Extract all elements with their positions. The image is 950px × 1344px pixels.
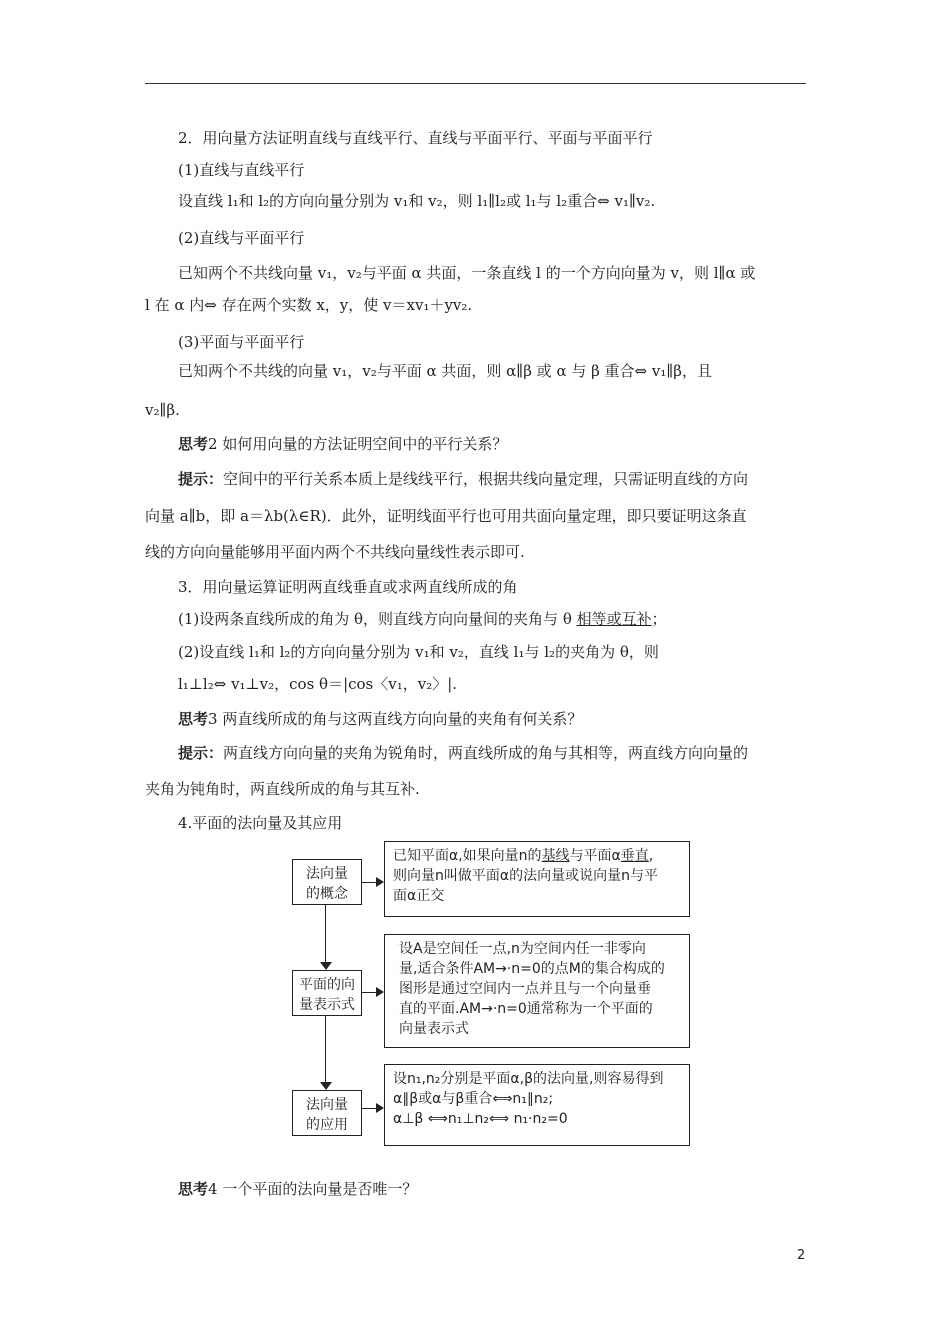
think-text: 2 如何用向量的方法证明空间中的平行关系？ bbox=[208, 435, 508, 453]
text: 与平面α bbox=[569, 848, 621, 864]
section-heading-3: 3．用向量运算证明两直线垂直或求两直线所成的角 bbox=[178, 578, 518, 596]
paragraph: l 在 α 内⇔ 存在两个实数 x，y，使 v＝xv₁＋yv₂. bbox=[145, 296, 473, 314]
arrow-right-icon bbox=[376, 1103, 384, 1113]
paragraph: 夹角为钝角时，两直线所成的角与其互补. bbox=[145, 780, 420, 798]
paragraph: 已知两个不共线向量 v₁，v₂与平面 α 共面，一条直线 l 的一个方向向量为 v，则 l∥α 或 bbox=[178, 264, 756, 282]
diagram-box-concept-detail bbox=[384, 841, 690, 917]
think-question-2 bbox=[178, 433, 507, 455]
box-text: 向量表示式 bbox=[399, 1021, 469, 1037]
hint-text: 两直线方向向量的夹角为锐角时，两直线所成的角与其相等，两直线方向向量的 bbox=[223, 744, 749, 762]
text: , bbox=[648, 848, 654, 864]
paragraph: 设直线 l₁和 l₂的方向向量分别为 v₁和 v₂，则 l₁∥l₂或 l₁与 l₂重合⇔ v₁∥v₂. bbox=[178, 192, 656, 210]
box-text: α∥β或α与β重合⟺n₁∥n₂; bbox=[393, 1091, 554, 1107]
hint-text: 空间中的平行关系本质上是线线平行，根据共线向量定理，只需证明直线的方向 bbox=[223, 470, 749, 488]
underlined-text: 垂直 bbox=[620, 848, 649, 864]
box-label: 法向量 bbox=[306, 1097, 348, 1113]
think-question-4 bbox=[178, 1178, 417, 1200]
paragraph: 线的方向向量能够用平面内两个不共线向量线性表示即可. bbox=[145, 543, 525, 561]
paragraph: 向量 a∥b，即 a＝λb(λ∈R)．此外，证明线面平行也可用共面向量定理，即只要证明这条直 bbox=[145, 507, 747, 525]
section-heading-2: 2．用向量方法证明直线与直线平行、直线与平面平行、平面与平面平行 bbox=[178, 129, 653, 147]
arrow-right-icon bbox=[376, 987, 384, 997]
hint-paragraph bbox=[178, 468, 748, 490]
diagram-box-normal-vector-concept bbox=[292, 859, 362, 905]
box-label: 平面的向 bbox=[299, 977, 355, 993]
box-label: 法向量 bbox=[306, 866, 348, 882]
box-label: 的概念 bbox=[306, 886, 348, 902]
underlined-text: 基线 bbox=[541, 848, 570, 864]
hint-label: 提示： bbox=[178, 470, 224, 488]
paragraph: (2)设直线 l₁和 l₂的方向向量分别为 v₁和 v₂，直线 l₁与 l₂的夹角为 θ，则 bbox=[178, 643, 659, 661]
text: (1)设两条直线所成的角为 θ，则直线方向向量间的夹角与 θ bbox=[178, 610, 577, 628]
connector-line bbox=[362, 882, 376, 883]
diagram-box-expression-detail bbox=[384, 934, 690, 1048]
connector-line bbox=[362, 1108, 376, 1109]
think-text: 3 两直线所成的角与这两直线方向向量的夹角有何关系？ bbox=[208, 710, 583, 728]
box-text: 直的平面.AM→·n=0通常称为一个平面的 bbox=[399, 1001, 653, 1017]
section-heading-4: 4.平面的法向量及其应用 bbox=[178, 814, 343, 832]
think-text: 4 一个平面的法向量是否唯一？ bbox=[208, 1180, 418, 1198]
box-label: 量表示式 bbox=[299, 997, 355, 1013]
subheading-plane-plane: (3)平面与平面平行 bbox=[178, 333, 305, 351]
box-text: 设A是空间任一点,n为空间内任一非零向 bbox=[399, 941, 646, 957]
text: ； bbox=[651, 610, 667, 628]
diagram-box-normal-vector-application bbox=[292, 1090, 362, 1136]
header-rule bbox=[145, 83, 806, 84]
hint-label: 提示： bbox=[178, 744, 224, 762]
box-label: 的应用 bbox=[306, 1117, 348, 1133]
think-label: 思考 bbox=[178, 710, 209, 728]
box-text: 面α正交 bbox=[393, 888, 445, 904]
paragraph: 已知两个不共线的向量 v₁，v₂与平面 α 共面，则 α∥β 或 α 与 β 重合⇔ v₁∥β，且 bbox=[178, 362, 712, 380]
paragraph: l₁⊥l₂⇔ v₁⊥v₂，cos θ＝|cos〈v₁，v₂〉|. bbox=[178, 675, 458, 693]
box-text: 图形是通过空间内一点并且与一个向量垂 bbox=[399, 981, 651, 997]
box-text: 设n₁,n₂分别是平面α,β的法向量,则容易得到 bbox=[393, 1071, 664, 1087]
paragraph bbox=[178, 608, 667, 630]
hint-paragraph bbox=[178, 742, 748, 764]
arrow-down-icon bbox=[320, 962, 332, 970]
text: 已知平面α,如果向量n的 bbox=[393, 848, 542, 864]
connector-line bbox=[325, 905, 326, 962]
connector-line bbox=[325, 1016, 326, 1082]
think-label: 思考 bbox=[178, 1180, 209, 1198]
underlined-answer: 相等或互补 bbox=[576, 610, 652, 628]
connector-line bbox=[362, 992, 376, 993]
paragraph: v₂∥β. bbox=[145, 401, 180, 419]
diagram-box-plane-vector-expression bbox=[292, 970, 362, 1016]
page-number: 2 bbox=[797, 1248, 806, 1263]
box-text: 量,适合条件AM→·n=0的点M的集合构成的 bbox=[399, 961, 665, 977]
box-text: 则向量n叫做平面α的法向量或说向量n与平 bbox=[393, 868, 658, 884]
think-question-3 bbox=[178, 708, 582, 730]
arrow-right-icon bbox=[376, 877, 384, 887]
think-label: 思考 bbox=[178, 435, 209, 453]
arrow-down-icon bbox=[320, 1082, 332, 1090]
box-text bbox=[393, 846, 681, 866]
subheading-line-plane: (2)直线与平面平行 bbox=[178, 229, 305, 247]
diagram-box-application-detail bbox=[384, 1064, 690, 1146]
subheading-line-line: (1)直线与直线平行 bbox=[178, 161, 305, 179]
box-text: α⊥β ⟺n₁⊥n₂⟺ n₁·n₂=0 bbox=[393, 1111, 568, 1127]
